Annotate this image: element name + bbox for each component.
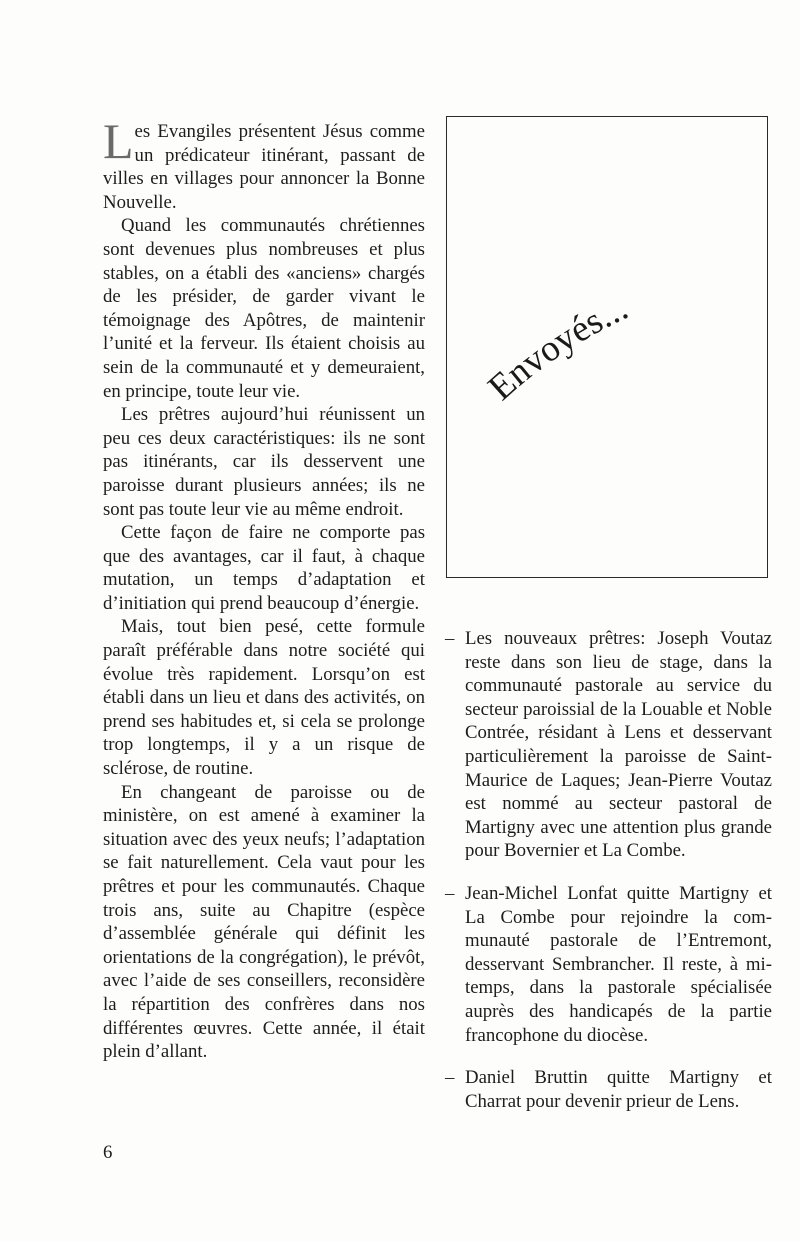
list-item: [442, 627, 772, 863]
dash-marker: –: [445, 628, 455, 649]
left-column: [103, 113, 425, 1064]
list-item-text: Daniel Bruttin quitte Martigny et Charrat pour devenir prieur de Lens.: [465, 1067, 772, 1112]
title-frame: [446, 116, 768, 578]
list-item: [442, 882, 772, 1047]
frame-title: [481, 287, 635, 409]
paragraph-2: Quand les communautés chrétiennes sont devenues plus nombreuses et plus stables, on a établi des «anciens» chargés de les présider, de garder vivant le témoignage des Apôtres, de maintenir l’unité et la ferveur. Ils étaient choisis au sein de la communauté et y demeuraient, en principe, toute leur vie.: [103, 215, 425, 402]
drop-cap: L: [103, 113, 134, 169]
paragraph-3: Les prêtres aujourd’hui réunissent un peu ces deux caractéristiques: ils ne sont pas itinérants, car ils desservent une paroisse durant plusieurs années; ils ne sont pas toute leur vie au même endroit.: [103, 404, 425, 520]
paragraph-5: Mais, tout bien pesé, cette formule paraît préférable dans notre société qui évolue très rapidement. Lorsqu’on est établi dans un lieu et dans des activités, on prend ses habitudes et, si cela se prolonge trop longtemps, il y a un risque de sclérose, de routine.: [103, 616, 425, 780]
page-number: 6: [103, 1142, 113, 1163]
dash-marker: –: [445, 1067, 455, 1089]
paragraph-1-text: es Evangiles présentent Jésus comme un prédicateur itinérant, passant de villes en villages pour annoncer la Bonne Nouvelle.: [103, 121, 425, 213]
frame-title-path: Envoyés...: [480, 287, 635, 409]
right-column: [442, 627, 772, 1132]
dash-marker: –: [445, 882, 455, 904]
list-item-text: Jean-Michel Lonfat quitte Martigny et La Combe pour rejoindre la communauté pastorale de l’Entremont, desservant Sembrancher. Il reste, à mi-temps, dans la pastorale spécialisée auprès des handicapés de la partie francophone du diocèse.: [465, 882, 772, 1046]
list-item: [442, 1066, 772, 1113]
paragraph-6: En changeant de paroisse ou de ministère, on est amené à examiner la situation avec des yeux neufs; l’adaptation se fait naturellement. Cela vaut pour les prêtres et pour les communautés. Chaque trois ans, suite au Chapitre (espèce d’assemblée générale qui définit les orientations de la congrégation), le prévôt, avec l’aide de ses conseillers, reconsidère la répartition des confrères dans nos différentes œuvres. Cette année, il était plein d’allant.: [103, 781, 425, 1063]
paragraph-4: Cette façon de faire ne comporte pas que des avantages, car il faut, à chaque mutation, un temps d’adaptation et d’initiation qui prend beaucoup d’énergie.: [103, 522, 425, 614]
paragraph-1: [103, 113, 425, 214]
title-svg: [447, 117, 769, 579]
list-item-text: Les nouveaux prêtres: Joseph Voutaz reste dans son lieu de stage, dans la communauté pastorale au service du secteur paroissial de la Louable et Noble Contrée, résidant à Lens et desservant particulièrement la paroisse de Saint-Maurice de Laques; Jean-Pierre Voutaz est nommé au secteur pastoral de Martigny avec une attention plus grande pour Bovernier et La Combe.: [465, 628, 772, 862]
